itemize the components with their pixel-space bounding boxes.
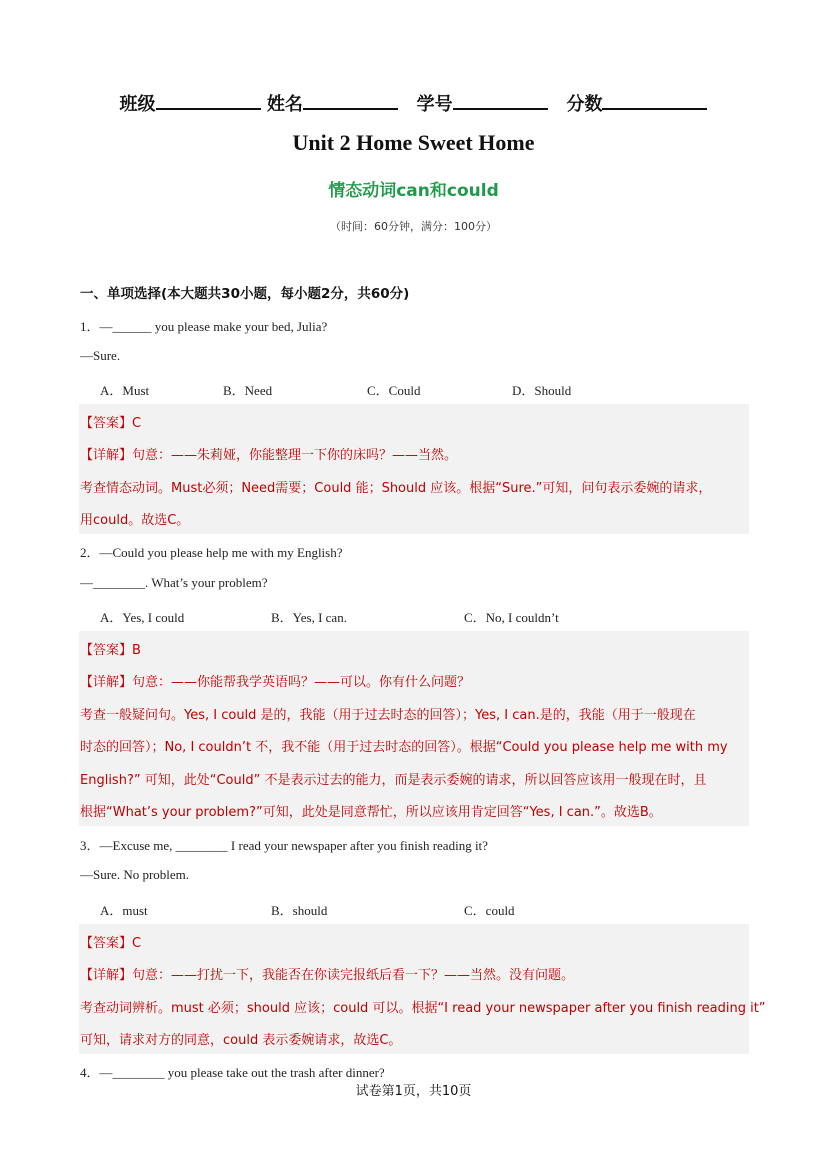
page-title: Unit 2 Home Sweet Home [292, 130, 535, 155]
score-blank[interactable] [602, 92, 707, 110]
detail-tag: 【详解】 [80, 448, 133, 463]
name-label: 姓名 [266, 94, 303, 115]
id-blank[interactable] [453, 92, 548, 110]
detail-line: 考查情态动词。Must必须；Need需要；Could 能；Should 应该。根据“Sure.”可知，问句表示委婉的请求， [80, 481, 712, 496]
answer-panel [79, 631, 749, 826]
detail-line: 【详解】句意：——朱莉娅，你能整理一下你的床吗？——当然。 [80, 448, 458, 463]
answer-line [80, 932, 141, 951]
answer-tag: 【答案】 [80, 416, 133, 431]
section-heading: 一、单项选择(本大题共30小题，每小题2分，共60分) [80, 286, 410, 302]
option-a: A．Must [100, 383, 150, 398]
detail-line: English?” 可知，此处“Could” 不是表示过去的能力，而是表示委婉的请求，所以回答应该用一般现在时，且 [80, 773, 707, 788]
answer-tag: 【答案】 [80, 936, 133, 951]
option-a: A．Yes, I could [100, 610, 185, 625]
answer-line [80, 412, 141, 431]
question-stem: 2．—Could you please help me with my English? [80, 545, 343, 560]
detail-tag: 【详解】 [80, 968, 133, 983]
option-d: D．Should [512, 383, 572, 398]
class-label: 班级 [119, 94, 156, 115]
class-blank[interactable] [156, 92, 261, 110]
score-label: 分数 [566, 94, 603, 115]
page-footer: 试卷第1页，共10页 [355, 1084, 472, 1099]
detail-tag: 【详解】 [80, 675, 133, 690]
detail-line: 可知，请求对方的同意，could 表示委婉请求，故选C。 [80, 1033, 402, 1048]
question-reply: —________. What’s your problem? [80, 575, 268, 590]
detail-line: 考查动词辨析。must 必须；should 应该；could 可以。根据“I read your newspaper after you finish reading it” [80, 1001, 766, 1016]
detail-line: 根据“What’s your problem?”可知，此处是同意帮忙，所以应该用肯定回答“Yes, I can.”。故选B。 [80, 805, 662, 820]
answer-value: C [132, 936, 142, 951]
id-label: 学号 [416, 94, 453, 115]
detail-line: 考查一般疑问句。Yes, I could 是的，我能（用于过去时态的回答）；Yes, I can.是的，我能（用于一般现在 [80, 708, 696, 723]
detail-line: 【详解】句意：——打扰一下，我能否在你读完报纸后看一下？——当然。没有问题。 [80, 968, 575, 983]
question-reply: —Sure. [80, 348, 121, 363]
answer-value: B [132, 643, 141, 658]
time-note: （时间：60分钟，满分：100分） [330, 220, 497, 233]
page-subtitle: 情态动词can和could [328, 181, 499, 201]
question-reply: —Sure. No problem. [80, 867, 190, 882]
student-info-line [0, 90, 827, 116]
answer-tag: 【答案】 [80, 643, 133, 658]
option-c: C．could [464, 903, 515, 918]
question-stem: 3．—Excuse me, ________ I read your newspaper after you finish reading it? [80, 838, 488, 853]
detail-line: 用could。故选C。 [80, 513, 190, 528]
question-stem: 1．—______ you please make your bed, Julia? [80, 319, 328, 334]
detail-line: 时态的回答）；No, I couldn’t 不，我不能（用于过去时态的回答）。根据“Could you please help me with my [80, 740, 728, 755]
option-b: B．should [271, 903, 328, 918]
answer-line [80, 639, 141, 658]
option-a: A．must [100, 903, 148, 918]
detail-line: 【详解】句意：——你能帮我学英语吗？——可以。你有什么问题？ [80, 675, 471, 690]
answer-value: C [132, 416, 142, 431]
option-c: C．No, I couldn’t [464, 610, 559, 625]
option-c: C．Could [367, 383, 421, 398]
option-b: B．Need [223, 383, 273, 398]
name-blank[interactable] [303, 92, 398, 110]
question-stem: 4．—________ you please take out the trash after dinner? [80, 1065, 385, 1080]
option-b: B．Yes, I can. [271, 610, 347, 625]
